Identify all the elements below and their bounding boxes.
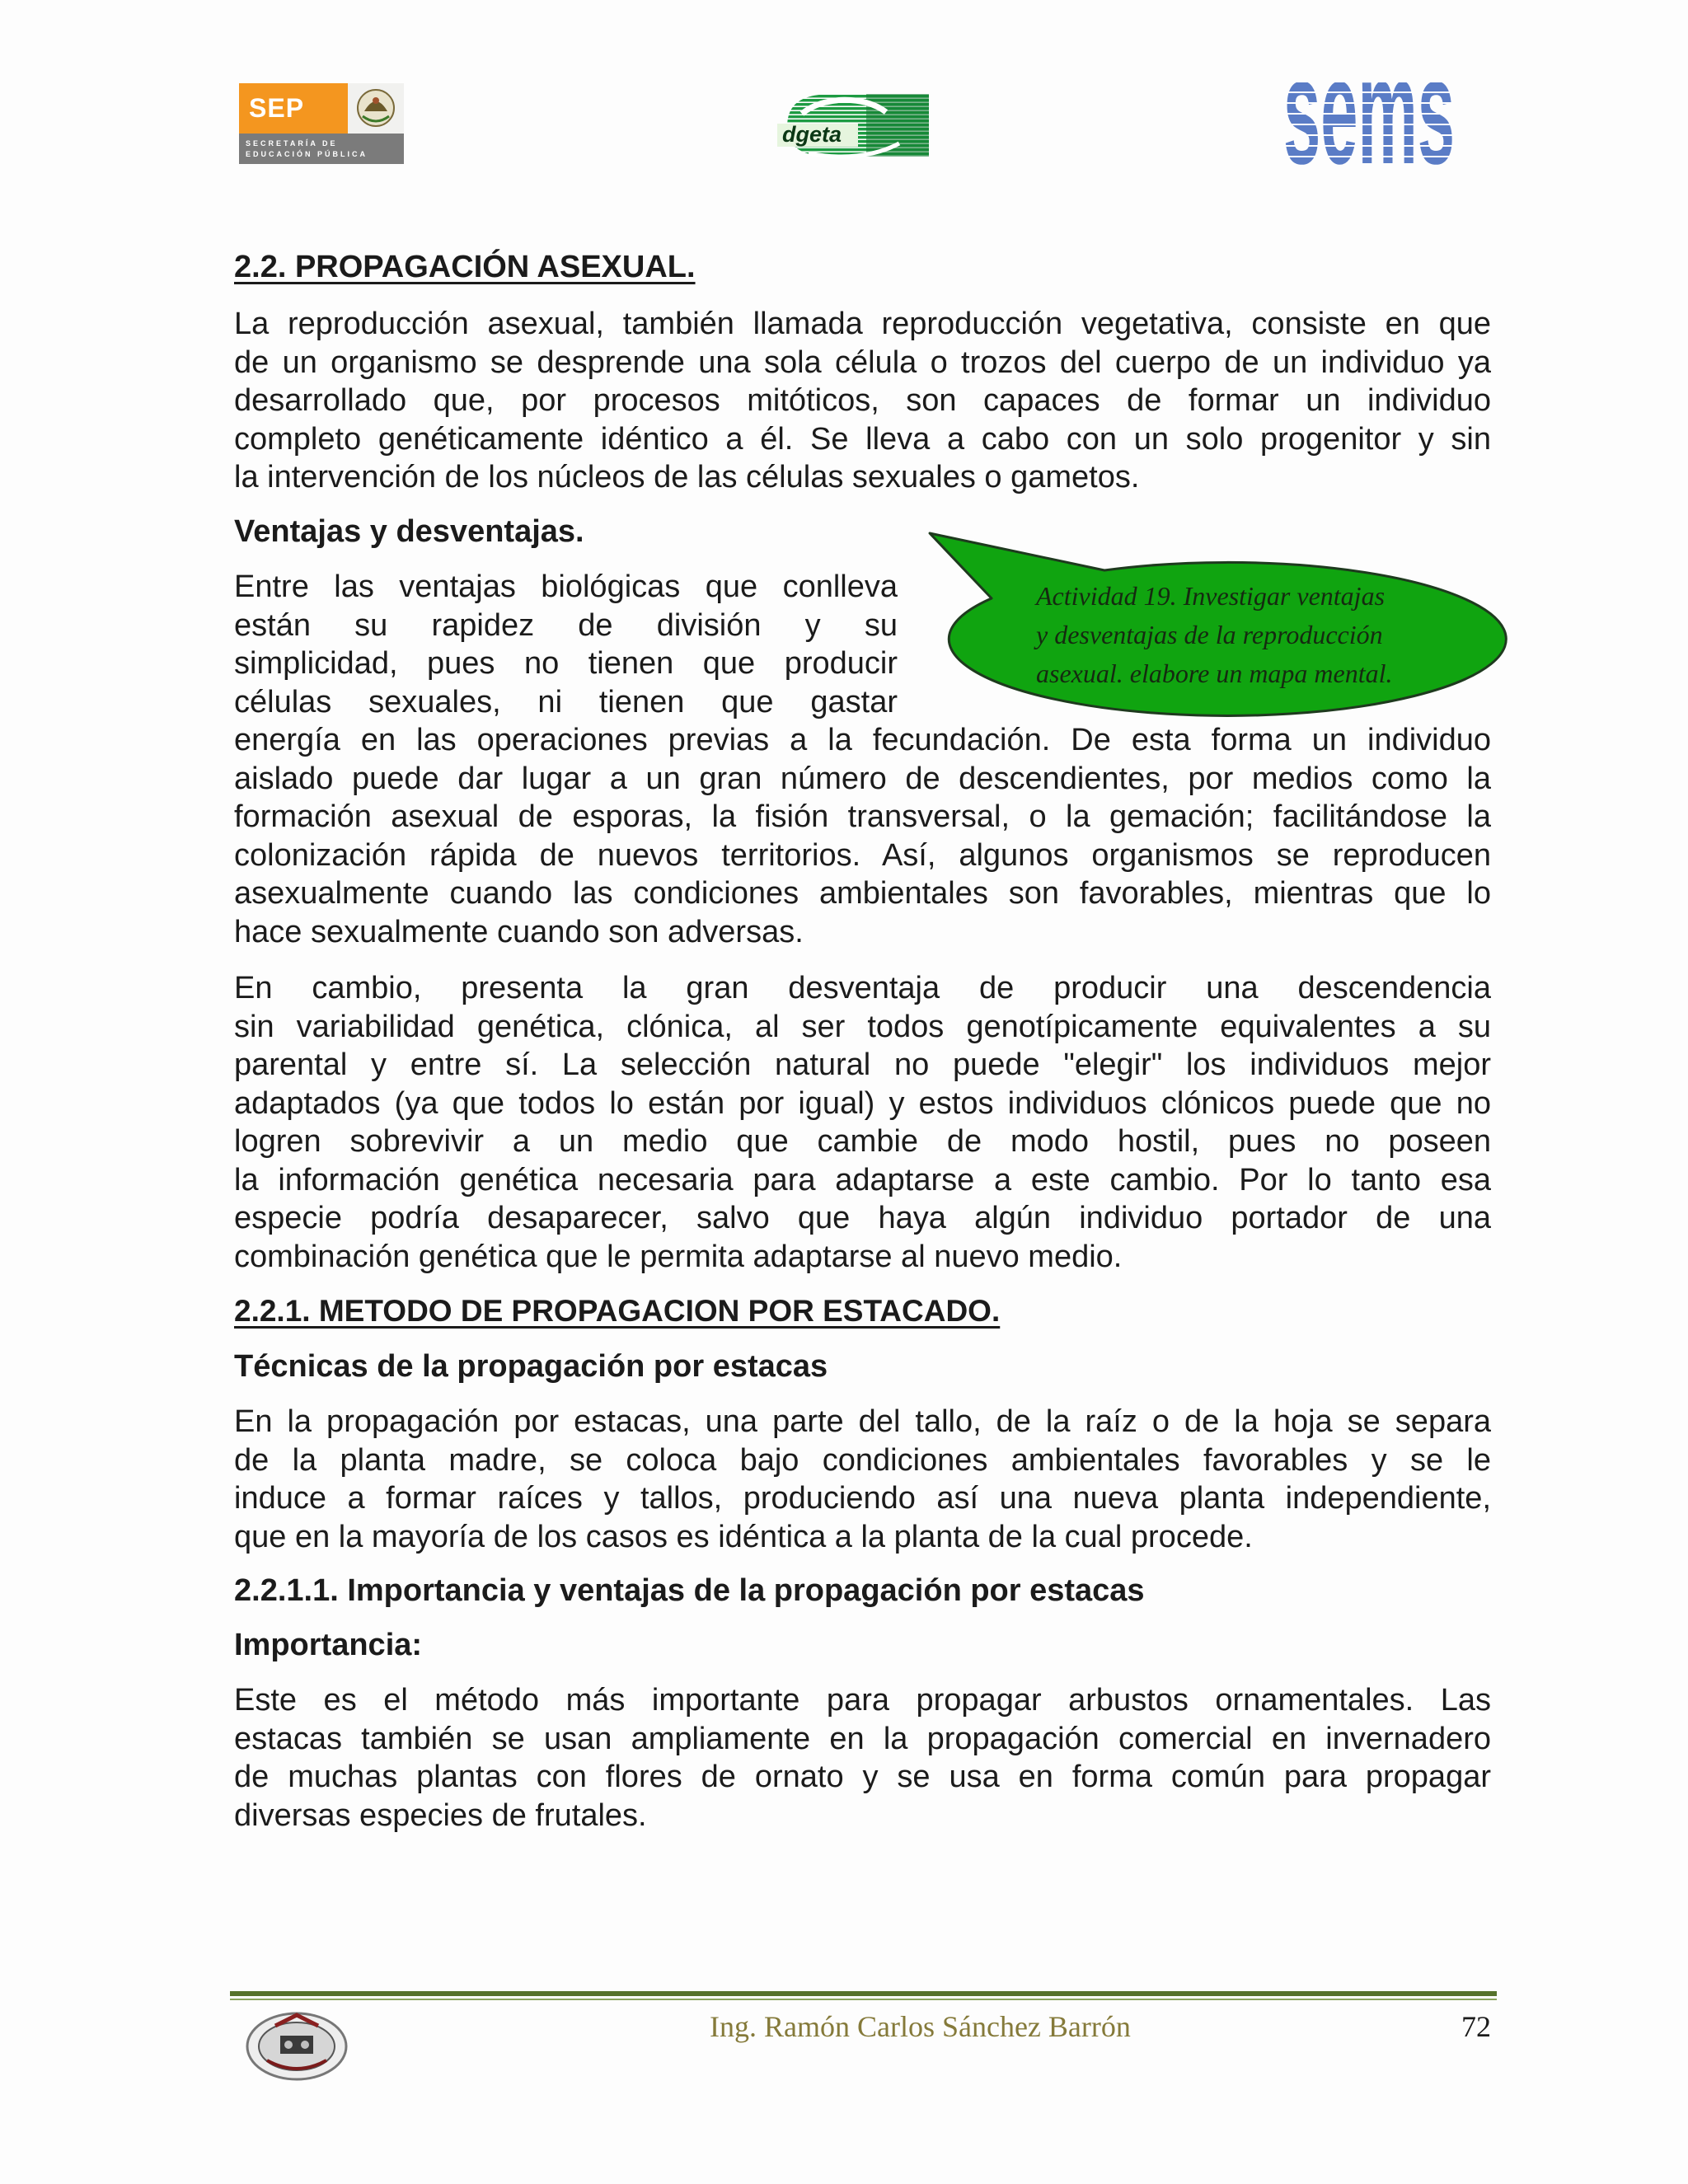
paragraph-line: especie podría desaparecer, salvo que haya algún individuo portador de una bbox=[234, 1201, 1491, 1235]
subheading-techniques: Técnicas de la propagación por estacas bbox=[234, 1349, 828, 1384]
activity-callout-text bbox=[1036, 577, 1423, 686]
paragraph-line: parental y entre sí. La selección natural no puede "elegir" los individuos mejor bbox=[234, 1047, 1491, 1082]
paragraph-line: que en la mayoría de los casos es idéntica a la planta de la cual procede. bbox=[234, 1519, 1253, 1554]
paragraph-line: células sexuales, ni tienen que gastar bbox=[234, 684, 898, 719]
paragraph-line: formación asexual de esporas, la fisión transversal, o la gemación; facilitándose la bbox=[234, 799, 1491, 834]
paragraph-line: la intervención de los núcleos de las células sexuales o gametos. bbox=[234, 460, 1140, 494]
paragraph-line: hace sexualmente cuando son adversas. bbox=[234, 914, 804, 949]
paragraph-line: desarrollado que, por procesos mitóticos, son capaces de formar un individuo bbox=[234, 383, 1491, 418]
callout-line: y desventajas de la reproducción bbox=[1036, 620, 1383, 649]
subheading-advantages: Ventajas y desventajas. bbox=[234, 514, 584, 549]
paragraph-line: adaptados (ya que todos lo están por igual) y estos individuos clónicos puede que no bbox=[234, 1085, 1491, 1121]
paragraph-line: sin variabilidad genética, clónica, al ser todos genotípicamente equivalentes a su bbox=[234, 1009, 1491, 1044]
paragraph-line: de un organismo se desprende una sola célula o trozos del cuerpo de un individuo ya bbox=[234, 344, 1491, 380]
subsection-heading: 2.2.1.1. Importancia y ventajas de la propagación por estacas bbox=[234, 1573, 1145, 1608]
paragraph-line: combinación genética que le permita adaptarse al nuevo medio. bbox=[234, 1239, 1123, 1274]
paragraph-line: En cambio, presenta la gran desventaja de producir una descendencia bbox=[234, 971, 1491, 1005]
paragraph-line: Este es el método más importante para propagar arbustos ornamentales. Las bbox=[234, 1683, 1491, 1718]
section-heading: 2.2.1. METODO DE PROPAGACION POR ESTACADO. bbox=[234, 1294, 1001, 1328]
paragraph-line: simplicidad, pues no tienen que producir bbox=[234, 646, 898, 681]
paragraph-line: asexualmente cuando las condiciones ambientales son favorables, mientras que lo bbox=[234, 876, 1491, 911]
paragraph-techniques bbox=[234, 1403, 1491, 1556]
subheading-importance: Importancia: bbox=[234, 1628, 423, 1662]
paragraph-line: En la propagación por estacas, una parte del tallo, de la raíz o de la hoja se separa bbox=[234, 1404, 1491, 1439]
paragraph-intro bbox=[234, 305, 1491, 497]
paragraph-line: aislado puede dar lugar a un gran número de descendientes, por medios como la bbox=[234, 761, 1491, 796]
sep-logo-line2: EDUCACIÓN PÚBLICA bbox=[246, 150, 368, 158]
sep-logo bbox=[239, 83, 404, 164]
paragraph-line: están su rapidez de división y su bbox=[234, 607, 898, 643]
paragraph-disadvantages bbox=[234, 969, 1491, 1276]
dgeta-logo bbox=[776, 91, 930, 160]
sep-logo-orange-block bbox=[239, 83, 348, 134]
page-number: 72 bbox=[1461, 2010, 1491, 2043]
paragraph-line: diversas especies de frutales. bbox=[234, 1797, 647, 1833]
footer-rule-thin bbox=[230, 1999, 1497, 2000]
callout-line: asexual. elabore un mapa mental. bbox=[1036, 658, 1393, 688]
paragraph-line: de muchas plantas con flores de ornato y se usa en forma común para propagar bbox=[234, 1760, 1491, 1794]
section-heading: 2.2. PROPAGACIÓN ASEXUAL. bbox=[234, 250, 696, 284]
paragraph-line: la información genética necesaria para adaptarse a este cambio. Por lo tanto esa bbox=[234, 1162, 1491, 1197]
paragraph-line: colonización rápida de nuevos territorios. Así, algunos organismos se reproducen bbox=[234, 837, 1491, 873]
sep-logo-acronym: SEP bbox=[249, 93, 305, 123]
paragraph-importance bbox=[234, 1681, 1491, 1835]
footer-author: Ing. Ramón Carlos Sánchez Barrón bbox=[710, 2010, 1131, 2043]
sep-logo-line1: SECRETARÍA DE bbox=[246, 139, 338, 148]
paragraph-line: energía en las operaciones previas a la fecundación. De esta forma un individuo bbox=[234, 723, 1491, 757]
sems-logo bbox=[1278, 26, 1461, 196]
sems-logo-text: sems bbox=[1283, 26, 1455, 196]
paragraph-line: de la planta madre, se coloca bajo condiciones ambientales favorables y se le bbox=[234, 1442, 1491, 1478]
sep-logo-bar bbox=[239, 134, 404, 164]
paragraph-line: logren sobrevivir a un medio que cambie de modo hostil, pues no poseen bbox=[234, 1124, 1491, 1159]
footer-seal-logo bbox=[242, 2008, 351, 2085]
paragraph-line: estacas también se usan ampliamente en la propagación comercial en invernadero bbox=[234, 1721, 1491, 1756]
paragraph-line: induce a formar raíces y tallos, produciendo así una nueva planta independiente, bbox=[234, 1481, 1491, 1516]
paragraph-line: La reproducción asexual, también llamada reproducción vegetativa, consiste en que bbox=[234, 307, 1491, 341]
footer-rule-thick bbox=[230, 1991, 1497, 1996]
callout-line: Actividad 19. Investigar ventajas bbox=[1036, 581, 1386, 611]
paragraph-line: completo genéticamente idéntico a él. Se lleva a cabo con un solo progenitor y sin bbox=[234, 421, 1491, 457]
dgeta-logo-text: dgeta bbox=[782, 122, 842, 147]
national-emblem-icon bbox=[348, 83, 404, 134]
paragraph-line: Entre las ventajas biológicas que conlleva bbox=[234, 569, 898, 604]
